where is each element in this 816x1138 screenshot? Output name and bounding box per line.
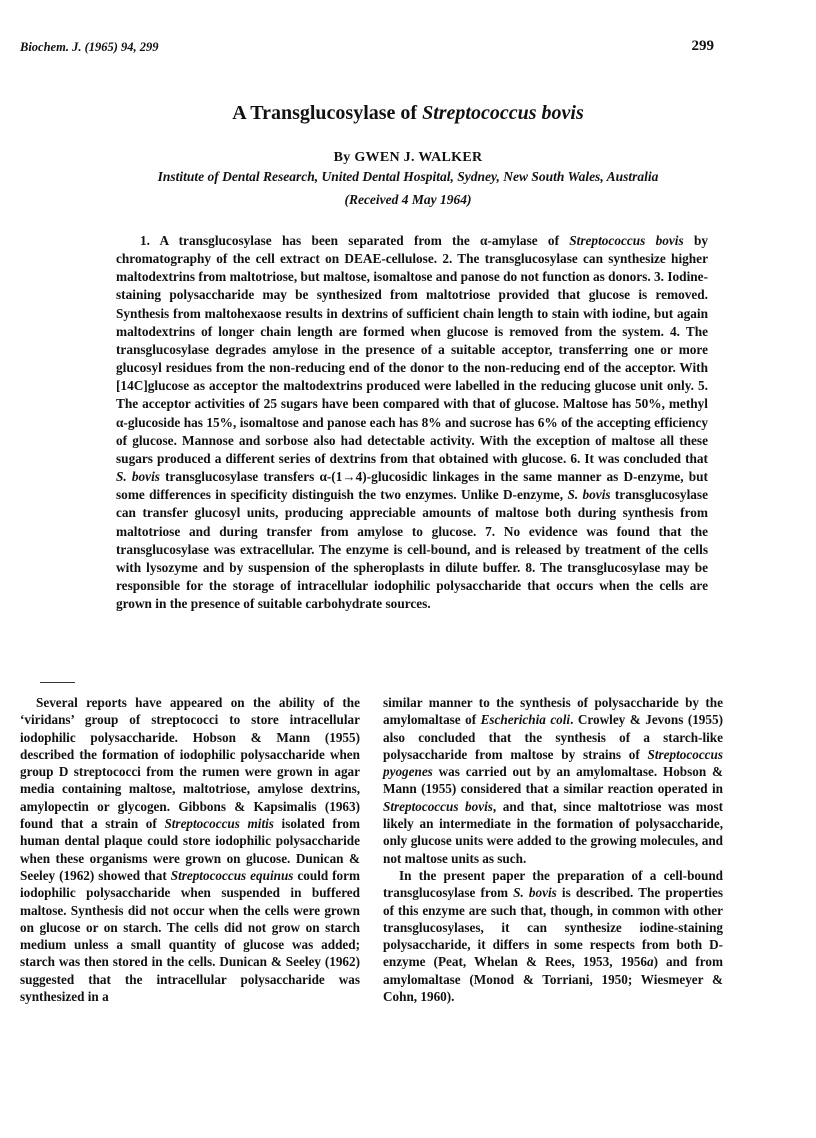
- species-name: Streptococcus bovis: [383, 798, 493, 814]
- body-text: could form iodophilic polysaccharide when suspended in buffered maltose. Synthesis did not occur when the cells were grown on glucose or on starch. The cells did not grow on starch medium unless a small quantity of glucose was added; starch was then stored in the cells. Dunican & Seeley (1962) suggested that the intracellular polysaccharide was synthesized in a: [20, 867, 360, 1005]
- body-column-right: [383, 694, 723, 1005]
- body-paragraph: [20, 694, 360, 1005]
- species-name: Streptococcus bovis: [569, 233, 684, 248]
- body-paragraph: [383, 867, 723, 1005]
- abstract-text: transglucosylase can transfer glucosyl units, producing appreciable amounts of maltose both during synthesis from maltotriose and during transfer from amylose to glucose. 7. No evidence was found that the transglucosylase was extracellular. The enzyme is cell-bound, and is released by treatment of the cells with lysozyme and by suspension of the spheroplasts in dilute buffer. 8. The transglucosylase may be responsible for the storage of intracellular iodophilic polysaccharide that occurs when the cells are grown in the presence of suitable carbohydrate sources.: [116, 487, 708, 612]
- body-text: In the present paper the preparation of a cell-bound transglucosylase from: [383, 867, 723, 901]
- species-name: S. bovis: [116, 469, 160, 485]
- body-text: was carried out by an amylomaltase. Hobson & Mann (1955) considered that a similar reaction operated in: [383, 764, 723, 797]
- body-text: Several reports have appeared on the ability of the ‘viridans’ group of streptococci to store intracellular iodophilic polysaccharide. Hobson & Mann (1955) described the formation of iodophilic polysaccharide when group D streptococci from the rumen were grown in agar media containing maltose, maltotriose, amylose dextrins, amylopectin or glycogen. Gibbons & Kapsimalis (1963) found that a strain of: [20, 695, 360, 832]
- title-species: Streptococcus bovis: [422, 102, 584, 124]
- abstract-paragraph: [116, 232, 708, 613]
- page-number: 299: [691, 38, 714, 54]
- author-line: By GWEN J. WALKER: [333, 150, 483, 165]
- species-name: S. bovis: [513, 885, 557, 901]
- journal-reference: Biochem. J. (1965) 94, 299: [20, 40, 159, 54]
- abstract-text: transglucosylase transfers α-(1→4)-glucosidic linkages in the same manner as D-enzyme, but some differences in specificity distinguish the two enzymes. Unlike D-enzyme,: [116, 469, 708, 503]
- article-title: [0, 102, 816, 125]
- body-text: . Crowley & Jevons (1955) also concluded that the synthesis of a starch-like polysaccharide from maltose by strains of: [383, 712, 723, 762]
- abstract-text: by chromatography of the cell extract on DEAE-cellulose. 2. The transglucosylase can synthesize higher maltodextrins from maltotriose, but maltose, isomaltose and panose do not function as donors. 3. Iodine-staining polysaccharide may be synthesized from maltotriose provided that glucose is removed. Synthesis from maltohexaose results in dextrins of sufficient chain length to stain with iodine, but again maltodextrins of longer chain length are formed when glucose is removed from the system. 4. The transglucosylase degrades amylose in the presence of a suitable acceptor, transferring one or more glucosyl residues from the non-reducing end of the donor to the non-reducing end of the acceptor. With [14C]glucose as acceptor the maltodextrins produced were labelled in the reducing glucose unit only. 5. The acceptor activities of 25 sugars have been compared with that of glucose. Maltose has 50%, methyl α-glucoside has 15%, isomaltose and panose each has 8% and sucrose has 6% of the accepting efficiency of glucose. Mannose and sorbose also had detectable activity. With the exception of maltose all these sugars produced a different series of dextrins from that obtained with glucose. 6. It was concluded that: [116, 233, 708, 466]
- species-name: Streptococcus pyogenes: [383, 746, 723, 780]
- body-text: , and that, since maltotriose was most likely an intermediate in the formation of polysaccharide, only glucose units were added to the growing molecules, and not maltose units as such.: [383, 798, 723, 866]
- species-name: Escherichia coli: [480, 712, 571, 728]
- abstract-text: 1. A transglucosylase has been separated from the α-amylase of: [140, 233, 570, 248]
- body-text: is described. The properties of this enzyme are such that, though, in common with other transglucosylases, it can synthesize iodine-staining polysaccharide, it differs in some respects from both D-enzyme (Peat, Whelan & Rees, 1953, 1956: [383, 885, 723, 970]
- species-name: Streptococcus mitis: [164, 816, 274, 832]
- body-paragraph: [383, 694, 723, 867]
- species-name: S. bovis: [567, 487, 611, 503]
- body-column-left: [20, 694, 360, 1005]
- body-text: similar manner to the synthesis of polysaccharide by the amylomaltase of: [383, 695, 723, 728]
- body-text: isolated from human dental plaque could store iodophilic polysaccharide when these organisms were grown on glucose. Dunican & Seeley (1962) showed that: [20, 816, 361, 883]
- reference-suffix: a: [646, 954, 654, 970]
- section-divider: [40, 682, 75, 683]
- affiliation: Institute of Dental Research, United Dental Hospital, Sydney, New South Wales, Australia: [157, 169, 659, 184]
- species-name: Streptococcus equinus: [170, 867, 294, 883]
- abstract: [116, 232, 708, 613]
- received-date: (Received 4 May 1964): [344, 192, 472, 207]
- body-text: ) and from amylomaltase (Monod & Torriani, 1950; Wiesmeyer & Cohn, 1960).: [383, 954, 723, 1005]
- title-text: A Transglucosylase of: [232, 102, 423, 124]
